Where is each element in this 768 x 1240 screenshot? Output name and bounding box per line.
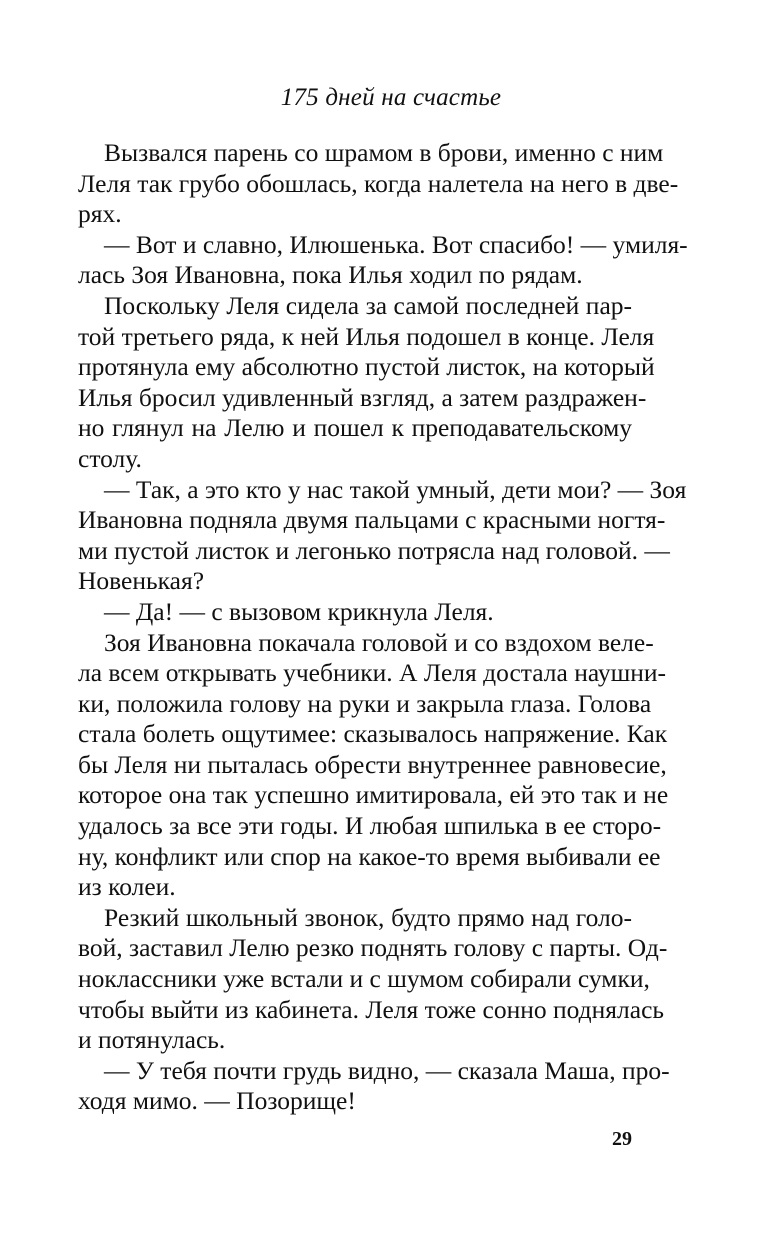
running-header: 175 дней на счастье <box>280 84 502 111</box>
text-line: Зоя Ивановна покачала головой и со вздохом веле- <box>104 627 654 657</box>
text-line: ходя мимо. — Позорище! <box>78 1086 356 1116</box>
text-line: лась Зоя Ивановна, пока Илья ходил по рядам. <box>78 260 583 290</box>
text-line: Резкий школьный звонок, будто прямо над голо- <box>104 902 632 932</box>
text-line: Вызвался парень со шрамом в брови, именно с ним <box>104 138 664 167</box>
text-line: ми пустой листок и легонько потрясла над головой. — <box>78 535 670 565</box>
text-line: ну, конфликт или спор на какое-то время выбивали ее <box>78 841 661 871</box>
body-text <box>78 138 688 1117</box>
text-line: чтобы выйти из кабинета. Леля тоже сонно поднялась <box>78 994 665 1024</box>
text-line: столу. <box>78 443 142 473</box>
text-line: — Так, а это кто у нас такой умный, дети мои? — Зоя <box>104 474 687 504</box>
text-line: ла всем открывать учебники. А Леля достала наушни- <box>78 658 667 688</box>
text-line: Илья бросил удивленный взгляд, а затем раздражен- <box>78 382 647 412</box>
text-line: — Да! — с вызовом крикнула Леля. <box>104 596 494 626</box>
text-line: из колеи. <box>78 872 176 902</box>
text-line: ноклассники уже встали и с шумом собирали сумки, <box>78 964 650 994</box>
text-line: бы Леля ни пыталась обрести внутреннее равновесие, <box>78 749 667 779</box>
text-line: которое она так успешно имитировала, ей это так и не <box>78 780 669 810</box>
text-line: той третьего ряда, к ней Илья подошел в конце. Леля <box>78 321 655 351</box>
text-line: — Вот и славно, Илюшенька. Вот спасибо! — умиля- <box>104 229 688 259</box>
text-line: Леля так грубо обошлась, когда налетела на него в две- <box>78 168 679 198</box>
text-line: вой, заставил Лелю резко поднять голову с парты. Од- <box>78 933 668 963</box>
text-line: Новенькая? <box>78 566 205 596</box>
text-line: удалось за все эти годы. И любая шпилька в ее сторо- <box>78 811 662 841</box>
text-line: стала болеть ощутимее: сказывалось напряжение. Как <box>78 719 668 749</box>
text-line: рях. <box>78 199 122 229</box>
text-line: но глянул на Лелю и пошел к преподавательскому <box>78 413 632 443</box>
text-line: Поскольку Леля сидела за самой последней пар- <box>104 290 632 320</box>
page-number: 29 <box>612 1128 632 1150</box>
text-line: ки, положила голову на руки и закрыла глаза. Голова <box>78 688 652 718</box>
text-line: Ивановна подняла двумя пальцами с красными ногтя- <box>78 505 666 535</box>
text-line: — У тебя почти грудь видно, — сказала Маша, про- <box>104 1055 670 1085</box>
text-line: протянула ему абсолютно пустой листок, на который <box>78 352 655 382</box>
text-line: и потянулась. <box>78 1025 226 1055</box>
